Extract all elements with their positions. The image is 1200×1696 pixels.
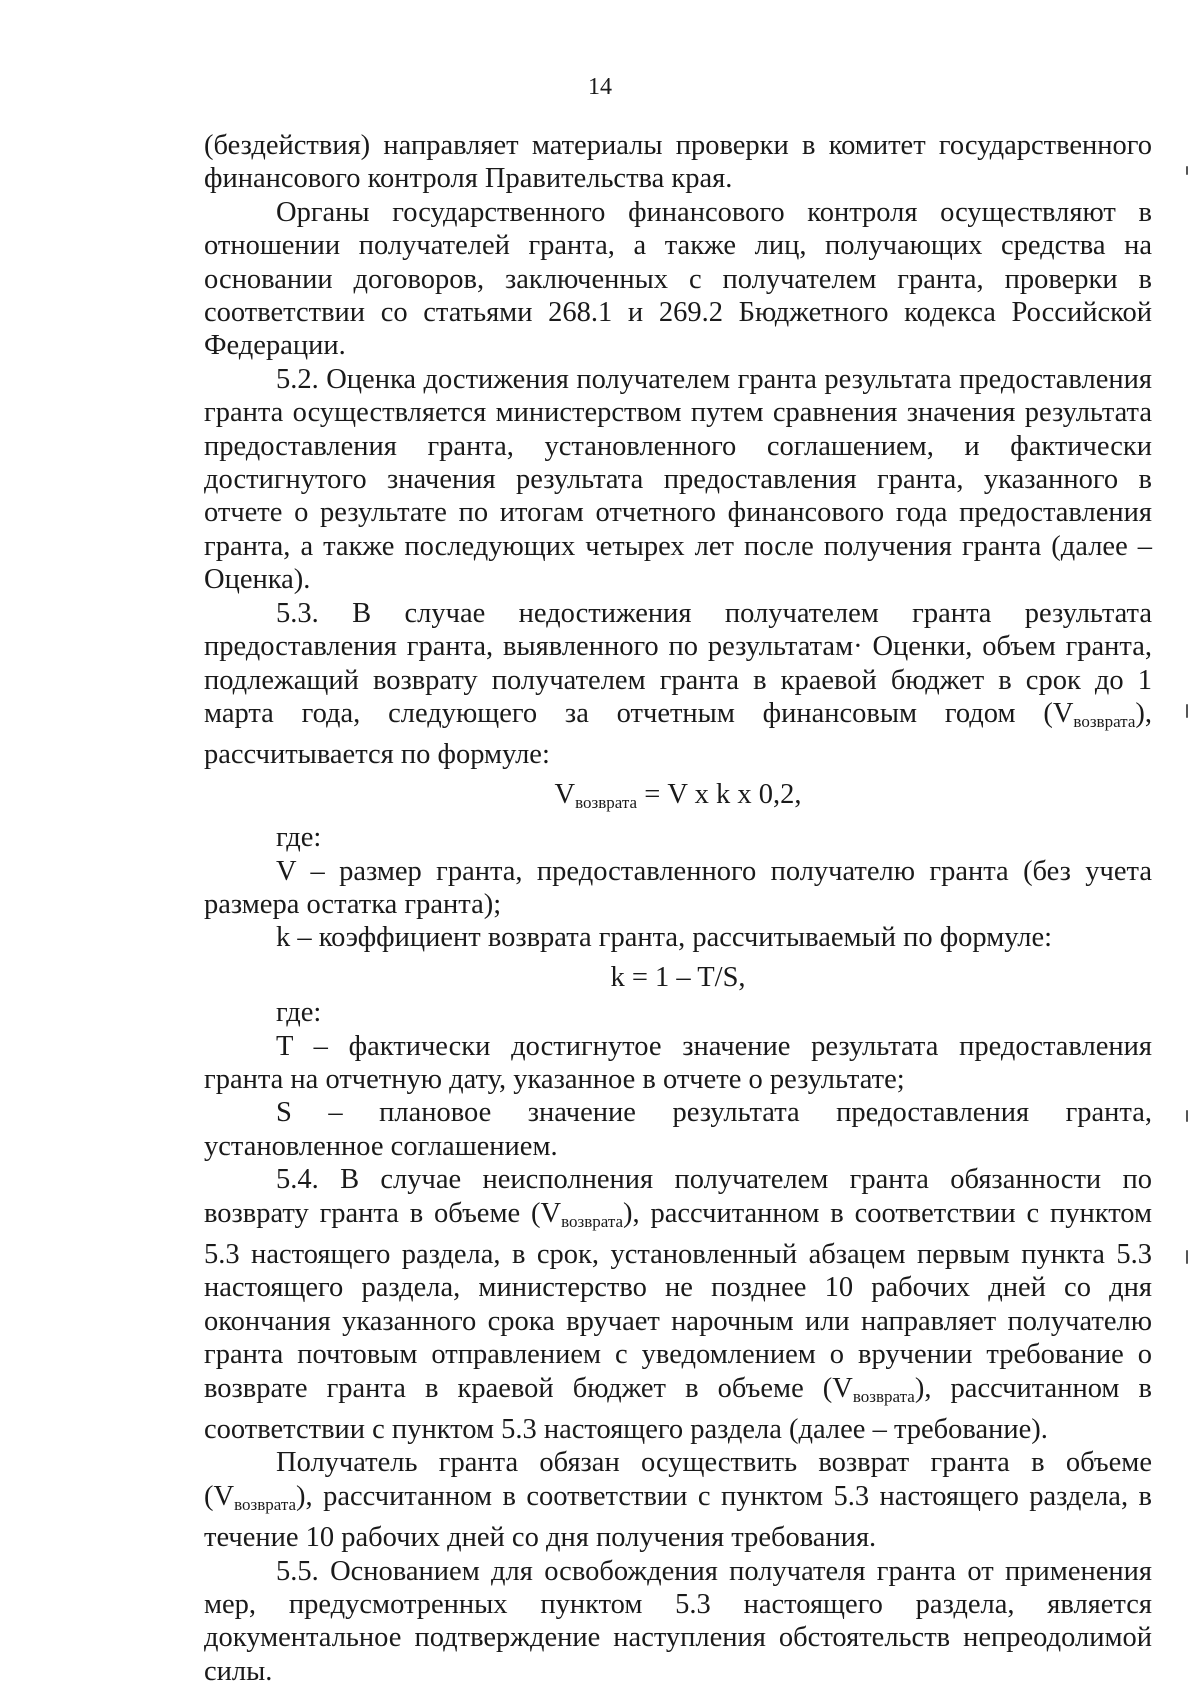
paragraph-definition-v: V – размер гранта, предоставленного получателю гранта (без учета размера остатка гранта); (204, 855, 1152, 920)
paragraph-5-4: 5.4. В случае неисполнения получателем гранта обязанности по возврату гранта в объеме $(V_{возврата})$, рассчитанном в соответствии с пунктом 5.3 настоящего раздела, в срок, установленный абзацем первым пункта 5.3 настоящего раздела, министерство не позднее 10 рабочих дней со дня окончания указанного срока вручает нарочным или направляет получателю гранта почтовым отправлением с уведомлением о вручении требование о возврате гранта в краевой бюджет в объеме $(V_{возврата})$, рассчитанном в соответствии с пунктом 5.3 настоящего раздела (далее – требование). (204, 1164, 1153, 1446)
paragraph-5-2: 5.2. Оценка достижения получателем гранта результата предоставления гранта осуществляется министерством путем сравнения значения результата предоставления гранта, установленного соглашением, и фактически достигнутого значения результата предоставления гранта, указанного в отчете о результате по итогам отчетного финансового года предоставления гранта, а также последующих четырех лет после получения гранта (далее – Оценка). (204, 363, 1152, 596)
scan-artifact (1186, 704, 1188, 718)
formula-coefficient: k = 1 – T/S, (610, 961, 746, 993)
paragraph-definition-t: T – фактически достигнутое значение результата предоставления гранта на отчетную дату, указанное в отчете о результате; (204, 1030, 1152, 1095)
paragraph: Получатель гранта обязан осуществить возврат гранта в объеме $(V_{возврата})$, рассчитанном в соответствии с пунктом 5.3 настоящего раздела, в течение 10 рабочих дней со дня получения требования. (204, 1447, 1152, 1554)
scan-artifact (1186, 1250, 1188, 1264)
paragraph: (бездействия) направляет материалы проверки в комитет государственного финансового контроля Правительства края. (204, 130, 1152, 195)
paragraph-5-5: 5.5. Основанием для освобождения получателя гранта от применения мер, предусмотренных пунктом 5.3 настоящего раздела, является документальное подтверждение наступления обстоятельств непреодолимой силы. (204, 1555, 1152, 1687)
scan-artifact (1186, 166, 1188, 175)
document-body (204, 129, 1152, 1688)
paragraph-definition-s: S – плановое значение результата предоставления гранта, установленное соглашением. (204, 1097, 1152, 1162)
page-number: 14 (588, 74, 612, 100)
paragraph: Органы государственного финансового контроля осуществляют в отношении получателей гранта, а также лиц, получающих средства на основании договоров, заключенных с получателем гранта, проверки в соответствии со статьями 268.1 и 269.2 Бюджетного кодекса Российской Федерации. (204, 196, 1152, 362)
paragraph-5-3: 5.3. В случае недостижения получателем гранта результата предоставления гранта, выявленного по результатам· Оценки, объем гранта, подлежащий возврату получателем гранта в краевой бюджет в срок до 1 марта года, следующего за отчетным финансовым годом $(V_{возврата})$, рассчитывается по формуле: (204, 597, 1152, 771)
scan-artifact (1186, 1110, 1188, 1122)
where-label: где: (276, 822, 322, 854)
formula-return-volume: $V_{возврата} = V$ x k x 0,2, (554, 778, 802, 812)
paragraph-definition-k: k – коэффициент возврата гранта, рассчитываемый по формуле: (276, 922, 1053, 954)
where-label: где: (276, 997, 322, 1029)
